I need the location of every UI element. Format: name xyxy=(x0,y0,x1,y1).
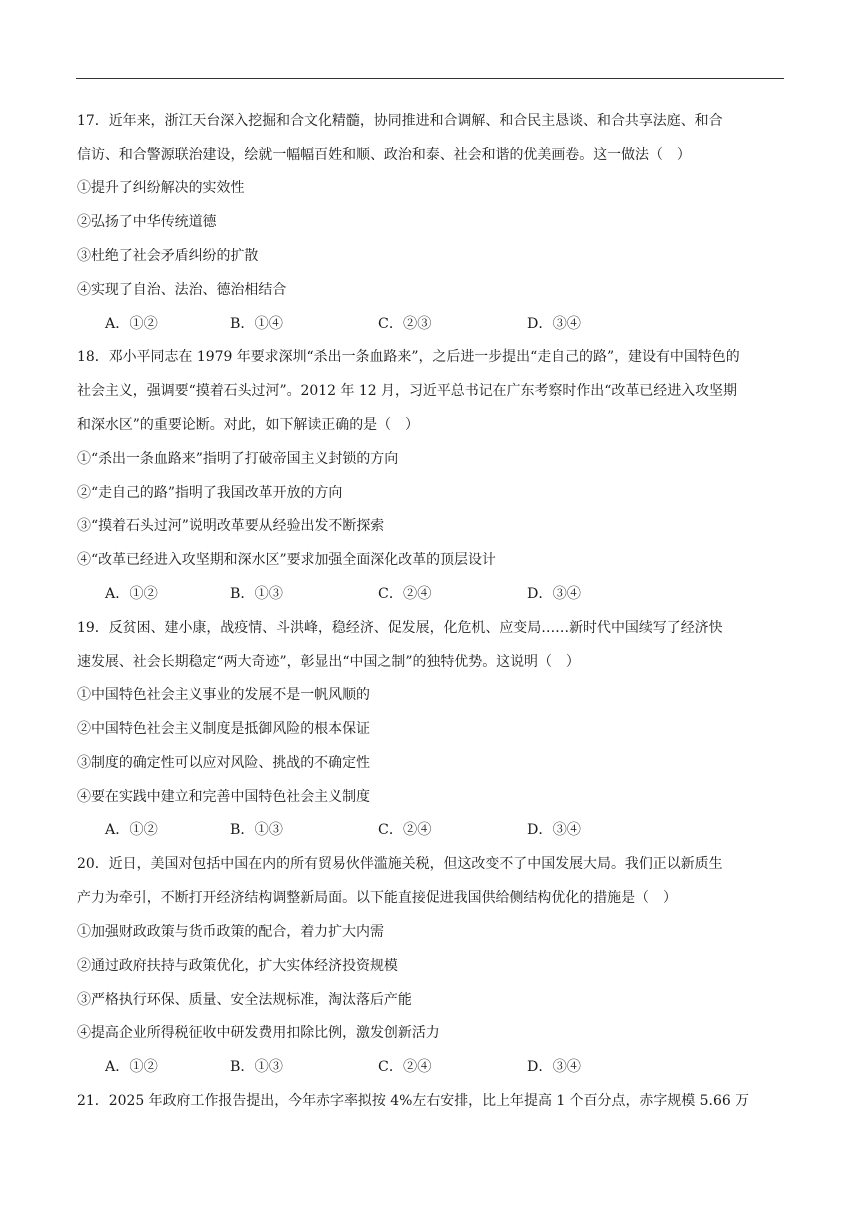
question-19-statement-4: ④要在实践中建立和完善中国特色社会主义制度 xyxy=(77,789,370,805)
question-20-statement-3: ③严格执行环保、质量、安全法规标准，淘汰落后产能 xyxy=(77,992,412,1008)
question-19-option-d[interactable]: D．③④ xyxy=(527,822,581,838)
question-19-stem-line-2: 速发展、社会长期稳定“两大奇迹”，彰显出“中国之制”的独特优势。这说明（ ） xyxy=(77,654,580,670)
question-17-statement-1: ①提升了纠纷解决的实效性 xyxy=(77,180,245,196)
question-19-option-a[interactable]: A．①② xyxy=(105,822,158,838)
question-18-option-c[interactable]: C．②④ xyxy=(378,586,432,602)
question-17-statement-3: ③杜绝了社会矛盾纠纷的扩散 xyxy=(77,248,259,264)
question-21-stem-line-1: 21．2025 年政府工作报告提出，今年赤字率拟按 4%左右安排，比上年提高 1 个百分点，赤字规模 5.66 万 xyxy=(77,1093,750,1109)
question-18-stem-line-1: 18．邓小平同志在 1979 年要求深圳“杀出一条血路来”，之后进一步提出“走自己的路”，建设有中国特色的 xyxy=(77,349,740,365)
question-17-statement-2: ②弘扬了中华传统道德 xyxy=(77,214,217,230)
question-19-statement-3: ③制度的确定性可以应对风险、挑战的不确定性 xyxy=(77,755,370,771)
question-19-statement-2: ②中国特色社会主义制度是抵御风险的根本保证 xyxy=(77,721,370,737)
question-18-statement-3: ③“摸着石头过河”说明改革要从经验出发不断探索 xyxy=(77,518,385,534)
question-20-stem-line-2: 产力为牵引，不断打开经济结构调整新局面。以下能直接促进我国供给侧结构优化的措施是（ ） xyxy=(77,890,677,906)
question-19-stem-line-1: 19．反贫困、建小康，战疫情、斗洪峰，稳经济、促发展，化危机、应变局……新时代中国续写了经济快 xyxy=(77,620,723,636)
question-17-option-d[interactable]: D．③④ xyxy=(527,316,581,332)
question-20-option-d[interactable]: D．③④ xyxy=(527,1059,581,1075)
question-17-option-a[interactable]: A．①② xyxy=(105,316,158,332)
question-18-option-a[interactable]: A．①② xyxy=(105,586,158,602)
question-20-statement-1: ①加强财政政策与货币政策的配合，着力扩大内需 xyxy=(77,924,384,940)
question-20-option-a[interactable]: A．①② xyxy=(105,1059,158,1075)
question-19-option-b[interactable]: B．①③ xyxy=(230,822,283,838)
question-18-statement-2: ②“走自己的路”指明了我国改革开放的方向 xyxy=(77,485,343,501)
question-17-statement-4: ④实现了自治、法治、德治相结合 xyxy=(77,282,287,298)
question-17-option-c[interactable]: C．②③ xyxy=(378,316,432,332)
question-19-statement-1: ①中国特色社会主义事业的发展不是一帆风顺的 xyxy=(77,687,370,703)
question-18-statement-4: ④“改革已经进入攻坚期和深水区”要求加强全面深化改革的顶层设计 xyxy=(77,552,496,568)
question-17-stem-line-2: 信访、和合警源联治建设，绘就一幅幅百姓和顺、政治和泰、社会和谐的优美画卷。这一做法（ ） xyxy=(77,147,691,163)
question-17-option-b[interactable]: B．①④ xyxy=(230,316,283,332)
question-20-option-c[interactable]: C．②④ xyxy=(378,1059,432,1075)
question-18-stem-line-2: 社会主义，强调要“摸着石头过河”。2012 年 12 月，习近平总书记在广东考察时作出“改革已经进入攻坚期 xyxy=(77,383,737,399)
question-20-statement-4: ④提高企业所得税征收中研发费用扣除比例，激发创新活力 xyxy=(77,1025,440,1041)
question-18-option-b[interactable]: B．①③ xyxy=(230,586,283,602)
question-18-statement-1: ①“杀出一条血路来”指明了打破帝国主义封锁的方向 xyxy=(77,451,399,467)
question-18-stem-line-3: 和深水区”的重要论断。对此，如下解读正确的是（ ） xyxy=(77,417,419,433)
question-20-option-b[interactable]: B．①③ xyxy=(230,1059,283,1075)
question-20-stem-line-1: 20．近日，美国对包括中国在内的所有贸易伙伴滥施关税，但这改变不了中国发展大局。我们正以新质生 xyxy=(77,856,723,872)
question-17-stem-line-1: 17．近年来，浙江天台深入挖掘和合文化精髓，协同推进和合调解、和合民主恳谈、和合共享法庭、和合 xyxy=(77,113,723,129)
question-18-option-d[interactable]: D．③④ xyxy=(527,586,581,602)
question-20-statement-2: ②通过政府扶持与政策优化，扩大实体经济投资规模 xyxy=(77,958,398,974)
question-19-option-c[interactable]: C．②④ xyxy=(378,822,432,838)
